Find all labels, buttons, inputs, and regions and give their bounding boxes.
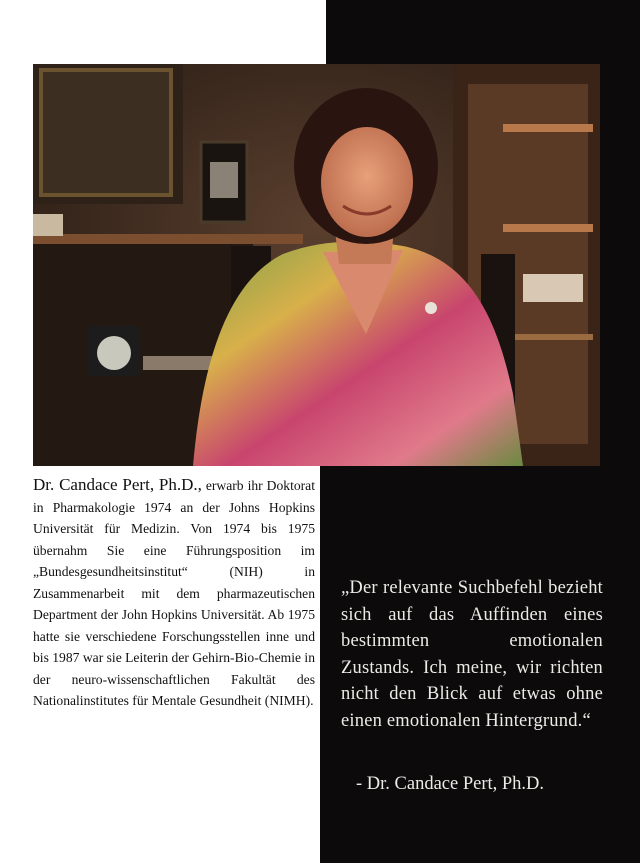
bio-text: erwarb ihr Doktorat in Pharmakologie 1974 an der Johns Hopkins Universität für Medizin. Von 1974 bis 1975 übernahm Sie eine Führungsposition im „Bundesgesundheitsinstitut“ (NIH) in Zusammenarbeit mit dem pharmazeutischen Department der John Hopkins Universität. Ab 1975 hatte sie verschiedene Forschungsstellen inne und bis 1987 war sie Leiterin der Gehirn-Bio-Chemie in der neuro-wissenschaftlichen Fakultät des Nationalinstitutes für Mentale Gesundheit (NIMH).: [33, 478, 315, 708]
bio-name: Dr. Candace Pert, Ph.D.,: [33, 475, 202, 494]
biography-paragraph: [33, 474, 315, 712]
quote-attribution: - Dr. Candace Pert, Ph.D.: [356, 774, 545, 794]
portrait-photo: [33, 64, 600, 466]
quote-text: „Der relevante Suchbefehl bezieht sich auf das Auffinden eines bestimmten emotionalen Zustands. Ich meine, wir richten nicht den Blick auf etwas ohne einen emotionalen Hintergrund.“: [341, 578, 603, 731]
